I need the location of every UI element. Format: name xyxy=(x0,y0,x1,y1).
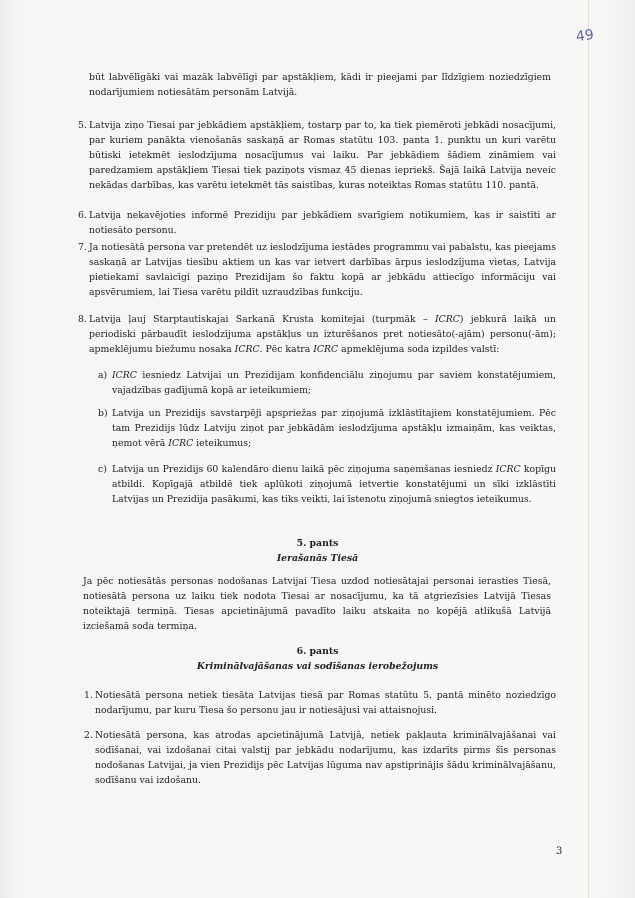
item-text: Ja notiesātā persona var pretendēt uz ieslodzījuma iestādes programmu vai pabalstu, kas pieejams saskaņā ar Latvijas tiesību aktiem un kas var ietvert darbības ārpus ieslodzījuma vietas, Latvija pietiekami savlaicīgi paziņo Prezidijam šo faktu kopā ar jebkādu attiecīgo informāciju vai apsvērumiem, lai Tiesa varētu pildīt uzraudzības funkciju. xyxy=(89,242,556,298)
item-text: Latvija ziņo Tiesai par jebkādiem apstākļiem, tostarp par to, ka tiek piemēroti jebkādi nosacījumi, par kuriem panākta vienošanās saskaņā ar Romas statūtu 103. panta 1. punktu un kuri varētu būtiski ietekmēt ieslodzījuma nosacījumus vai laiku. Par jebkādiem šādiem zināmiem vai paredzamiem apstākļiem Tiesai tiek paziņots vismaz 45 dienas iepriekš. Šajā laikā Latvija neveic nekādas darbības, kas varētu ietekmēt tās saistības, kuras noteiktas Romas statūtu 110. pantā. xyxy=(89,120,556,191)
icrc-abbr: ICRC xyxy=(434,314,460,325)
article-6-item-2 xyxy=(84,728,556,788)
article-6-title: 6. pants xyxy=(296,646,339,657)
sub-item-label: a) xyxy=(98,370,108,381)
article-5-text: Ja pēc notiesātās personas nodošanas Latvijai Tiesa uzdod notiesātajai personai ierasties Tiesā, notiesātā persona uz laiku tiek nodota Tiesai ar nosacījumu, ka tā atgriezīsies Latvijā Tiesas noteiktajā termiņā. Tiesas apcietinājumā pavadīto laiku atskaita no kopējā atlikušā Latvijā izciešamā soda termiņa. xyxy=(83,576,551,632)
item-number: 5. xyxy=(78,120,87,131)
article-6-item-1 xyxy=(84,688,556,718)
item-number: 8. xyxy=(78,314,87,325)
sub-item-text: Latvija un Prezidijs 60 kalendāro dienu laikā pēc ziņojuma saņemšanas iesniedz xyxy=(112,464,496,475)
icrc-abbr: ICRC xyxy=(234,344,260,355)
item-7 xyxy=(78,240,556,300)
sub-item-label: c) xyxy=(98,464,107,475)
item-8 xyxy=(78,312,557,357)
item-number: 6. xyxy=(78,210,87,221)
continuation-paragraph: būt labvēlīgāki vai mazāk labvēlīgi par apstākļiem, kādi ir pieejami par līdzīgiem noziedzīgiem nodarījumiem notiesātām personām Latvijā. xyxy=(89,72,551,98)
item-number: 7. xyxy=(78,242,87,253)
item-text: Notiesātā persona netiek tiesāta Latvijas tiesā par Romas statūtu 5. pantā minēto noziedzīgo nodarījumu, par kuru Tiesa šo personu jau ir notiesājusi vai attaisnojusi. xyxy=(95,690,556,716)
item-number: 2. xyxy=(84,730,93,741)
icrc-abbr: ICRC xyxy=(168,438,194,449)
sub-item-text: kopīgu atbildi. Kopīgajā atbildē tiek aplūkoti ziņojumā ietvertie konstatējumi un sīki izklāstīti Latvijas un Prezidija pasākumi, kas tiks veikti, lai īstenotu ziņojumā sniegtos ieteikumus. xyxy=(112,464,556,505)
icrc-abbr: ICRC xyxy=(112,370,137,381)
sub-item-text: iesniedz Latvijai un Prezidijam konfidenciālu ziņojumu par saviem konstatējumiem, vajadzības gadījumā kopā ar ieteikumiem; xyxy=(112,370,556,396)
item-text-part: . Pēc katra xyxy=(259,344,314,355)
page-number: 3 xyxy=(556,846,563,857)
sub-item-label: b) xyxy=(98,408,108,419)
item-text-part: apmeklējuma soda izpildes valstī: xyxy=(338,344,500,355)
item-6 xyxy=(78,208,556,238)
icrc-abbr: ICRC xyxy=(495,464,521,475)
sub-item-text: ieteikumus; xyxy=(193,438,252,449)
article-6-subtitle: Kriminālvajāšanas vai sodīšanas ierobežojums xyxy=(196,661,439,672)
icrc-abbr: ICRC xyxy=(313,344,339,355)
article-5-title: 5. pants xyxy=(296,538,339,549)
article-5-subtitle: Ierašanās Tiesā xyxy=(276,553,359,564)
page-fold-line xyxy=(588,0,589,898)
item-number: 1. xyxy=(84,690,93,701)
item-5 xyxy=(78,118,556,193)
handwritten-page-mark: 49 xyxy=(574,26,595,46)
sub-item-c xyxy=(98,462,556,507)
item-text-part: Latvija ļauj Starptautiskajai Sarkanā Krusta komitejai (turpmāk – xyxy=(89,314,435,325)
sub-item-text: Latvija un Prezidijs savstarpēji apspriežas par ziņojumā izklāstītajiem konstatējumiem. Pēc tam Prezidijs lūdz Latviju ziņot par jebkādām ieslodzījuma apstākļu izmaiņām, kas veiktas, ņemot vērā xyxy=(112,408,556,449)
item-text: Latvija nekavējoties informē Prezidiju par jebkādiem svarīgiem notikumiem, kas ir saistīti ar notiesāto personu. xyxy=(89,210,556,236)
sub-item-a xyxy=(98,368,556,398)
item-text-part: ) jebkurā laikā un periodiski pārbaudīt ieslodzījuma apstākļus un izturēšanos pret notiesāto(-ajām) personu(-ām); apmeklējumu biežumu nosaka xyxy=(89,314,557,355)
sub-item-b xyxy=(98,406,556,451)
item-text: Notiesātā persona, kas atrodas apcietinājumā Latvijā, netiek pakļauta kriminālvajāšanai vai sodīšanai, vai izdošanai citai valstij par jebkādu nodarījumu, kas izdarīts pirms šīs personas nodošanas Latvijai, ja vien Prezidijs pēc Latvijas lūguma nav apstiprinājis šādu kriminālvajāšanu, sodīšanu vai izdošanu. xyxy=(95,730,556,786)
